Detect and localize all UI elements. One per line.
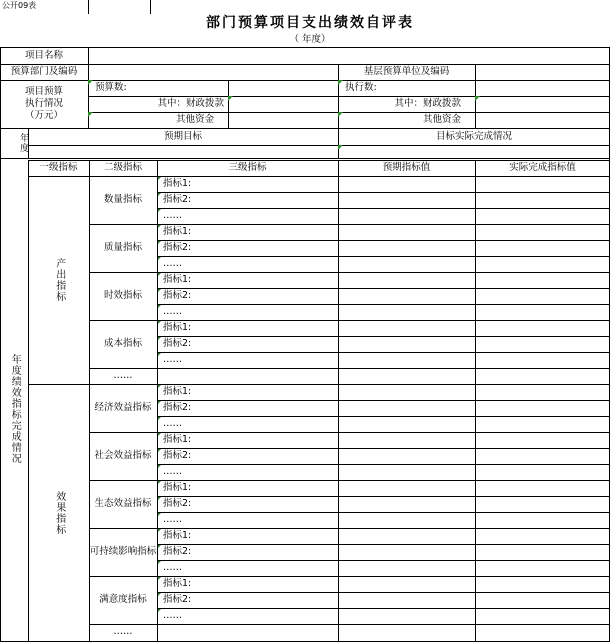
label-budget-num: 预算数: [95,82,127,94]
grid-line [89,432,610,433]
actual-value-cell[interactable] [475,256,610,272]
actual-value-cell[interactable] [475,288,610,304]
actual-value-cell[interactable] [475,496,610,512]
label-fiscal-left: 其中：财政拨款 [157,98,224,110]
grid-line [157,400,610,401]
actual-value-cell[interactable] [475,576,610,592]
level3-item[interactable]: 指标2: [163,594,192,606]
group-effect-label: 效果指标 [53,491,65,535]
expected-value-cell[interactable] [338,384,475,400]
grid-line [89,320,610,321]
level2-more-output: …… [113,370,133,382]
grid-line [88,0,89,14]
level3-item[interactable]: …… [163,258,182,270]
grid-line [28,128,29,158]
grid-line [157,288,610,289]
expected-value-cell[interactable] [338,176,475,192]
grid-line [157,160,158,642]
actual-value-cell[interactable] [475,464,610,480]
expected-value-cell[interactable] [338,256,475,272]
actual-value-cell[interactable] [475,304,610,320]
label-project-name: 项目名称 [24,50,63,62]
level3-item[interactable]: …… [163,210,182,222]
cell-comment-mark [88,80,93,85]
grid-line [89,160,90,642]
cell-comment-mark [88,112,93,117]
grid-line [88,96,610,97]
grid-line [157,336,610,337]
label-base-unit: 基层预算单位及编码 [363,66,450,78]
grid-line [89,624,610,625]
level2-economic: 经济效益指标 [94,402,152,414]
grid-line [157,416,610,417]
grid-line [157,496,610,497]
label-budget-exec: 项目预算 执行情况 （万元） [24,86,63,121]
level2-satisfaction: 满意度指标 [99,594,147,606]
cell-comment-mark [228,96,233,101]
expected-value-cell[interactable] [338,288,475,304]
actual-value-cell[interactable] [475,544,610,560]
expected-value-cell[interactable] [338,544,475,560]
actual-value-cell[interactable] [475,608,610,624]
actual-value-cell[interactable] [475,560,610,576]
expected-value-cell[interactable] [338,432,475,448]
grid-line [28,160,29,642]
grid-line [89,224,610,225]
grid-line [157,448,610,449]
expected-goal-field[interactable] [28,145,338,158]
actual-value-cell[interactable] [475,528,610,544]
grid-line [338,64,339,158]
level3-item[interactable]: 指标1: [163,322,192,334]
level2-sustainable: 可持续影响指标 [89,546,157,558]
grid-line [0,128,610,129]
actual-value-cell[interactable] [475,224,610,240]
grid-line [0,64,610,65]
level3-item[interactable]: 指标2: [163,338,192,350]
grid-line [0,47,1,642]
level3-item[interactable]: 指标2: [163,402,192,414]
grid-line [157,464,610,465]
actual-value-cell[interactable] [475,592,610,608]
grid-line [28,176,610,177]
level2-social: 社会效益指标 [94,450,152,462]
actual-value-cell[interactable] [475,512,610,528]
level3-item[interactable]: 指标1: [163,434,192,446]
expected-value-cell[interactable] [338,560,475,576]
budget-dept-field[interactable] [88,64,338,80]
label-budget-dept: 预算部门及编码 [10,66,78,78]
level3-item[interactable]: …… [163,514,182,526]
expected-value-cell[interactable] [338,208,475,224]
actual-value-cell[interactable] [475,320,610,336]
header-level2: 二级指标 [103,162,142,174]
cell-comment-mark [338,112,343,117]
level3-item[interactable]: 指标2: [163,546,192,558]
level3-item[interactable]: …… [163,466,182,478]
grid-line [157,512,610,513]
grid-line [89,272,610,273]
level3-item[interactable]: 指标2: [163,450,192,462]
label-expected-goal: 预期目标 [163,130,202,142]
actual-value-cell[interactable] [475,208,610,224]
level3-item[interactable]: 指标1: [163,274,192,286]
actual-value-cell[interactable] [475,272,610,288]
label-other-left: 其他资金 [175,114,214,126]
actual-value-cell[interactable] [475,416,610,432]
grid-line [89,368,610,369]
label-exec-num: 执行数: [345,82,377,94]
cell-comment-mark [475,96,480,101]
expected-value-cell[interactable] [338,496,475,512]
grid-line [150,0,151,14]
grid-line [157,352,610,353]
level2-quality: 质量指标 [103,242,142,254]
expected-value-cell[interactable] [338,416,475,432]
level2-quantity: 数量指标 [103,194,142,206]
cell-comment-mark [338,80,343,85]
expected-value-cell[interactable] [338,608,475,624]
grid-line [157,592,610,593]
actual-value-cell[interactable] [475,352,610,368]
grid-line [157,240,610,241]
grid-line [157,544,610,545]
actual-value-cell[interactable] [475,240,610,256]
group-output-label: 产出指标 [53,258,65,302]
expected-value-cell[interactable] [338,352,475,368]
expected-value-cell[interactable] [338,576,475,592]
level3-item[interactable]: 指标2: [163,242,192,254]
expected-value-cell[interactable] [338,400,475,416]
side-label: 年度绩效指标完成情况 [9,354,21,464]
grid-line [89,576,610,577]
level3-item[interactable]: …… [163,418,182,430]
grid-line [28,160,610,161]
expected-value-cell[interactable] [338,192,475,208]
grid-line [0,47,610,48]
level3-item[interactable]: …… [163,610,182,622]
project-name-field[interactable] [88,48,610,64]
grid-line [157,608,610,609]
level3-item[interactable]: …… [163,354,182,366]
grid-line [28,145,610,146]
level3-item[interactable]: 指标2: [163,498,192,510]
grid-line [28,384,610,385]
level3-item[interactable]: 指标2: [163,194,192,206]
grid-line [89,528,610,529]
level2-ecological: 生态效益指标 [94,498,152,510]
grid-line [475,160,476,642]
grid-line [228,80,229,128]
form-title: 部门预算项目支出绩效自评表 [206,15,414,32]
actual-value-cell[interactable] [475,448,610,464]
actual-value-cell[interactable] [475,480,610,496]
header-level3: 三级指标 [228,162,267,174]
level3-item[interactable]: 指标1: [163,482,192,494]
level3-item[interactable]: 指标1: [163,178,192,190]
level3-item[interactable]: 指标1: [163,226,192,238]
actual-value-cell[interactable] [475,336,610,352]
grid-line [338,160,339,642]
actual-goal-field[interactable] [338,145,610,158]
level2-cost: 成本指标 [103,338,142,350]
expected-value-cell[interactable] [338,240,475,256]
level3-item[interactable]: 指标2: [163,290,192,302]
header-level1: 一级指标 [39,162,78,174]
grid-line [157,192,610,193]
level2-more-effect: …… [113,626,133,638]
header-expected-value: 预期指标值 [382,162,431,174]
base-unit-field[interactable] [475,64,610,80]
form-code: 公开09表 [2,1,37,10]
level2-timeliness: 时效指标 [103,290,142,302]
expected-value-cell[interactable] [338,480,475,496]
expected-value-cell[interactable] [338,336,475,352]
expected-value-cell[interactable] [338,304,475,320]
expected-value-cell[interactable] [338,272,475,288]
label-fiscal-right: 其中：财政拨款 [394,98,461,110]
actual-value-cell[interactable] [475,400,610,416]
actual-value-cell[interactable] [475,384,610,400]
actual-value-cell[interactable] [475,192,610,208]
cell-comment-mark [338,145,343,150]
grid-line [0,158,610,159]
actual-value-cell[interactable] [475,176,610,192]
grid-line [157,560,610,561]
header-actual-value: 实际完成指标值 [509,162,576,174]
grid-line [157,208,610,209]
level3-item[interactable]: 指标1: [163,386,192,398]
level3-item[interactable]: 指标1: [163,578,192,590]
expected-value-cell[interactable] [338,224,475,240]
expected-value-cell[interactable] [338,320,475,336]
label-other-right: 其他资金 [422,114,461,126]
level3-item[interactable]: …… [163,562,182,574]
expected-value-cell[interactable] [338,448,475,464]
expected-value-cell[interactable] [338,512,475,528]
expected-value-cell[interactable] [338,528,475,544]
label-actual-goal: 目标实际完成情况 [435,130,512,142]
label-year-goal: 年度 [18,133,28,153]
grid-line [89,480,610,481]
level3-item[interactable]: …… [163,306,182,318]
actual-value-cell[interactable] [475,432,610,448]
expected-value-cell[interactable] [338,464,475,480]
grid-line [157,304,610,305]
form-year: （ 年度） [289,33,331,45]
expected-value-cell[interactable] [338,592,475,608]
level3-item[interactable]: 指标1: [163,530,192,542]
fiscal-left-field[interactable] [228,96,338,112]
grid-line [157,256,610,257]
grid-line [88,112,610,113]
